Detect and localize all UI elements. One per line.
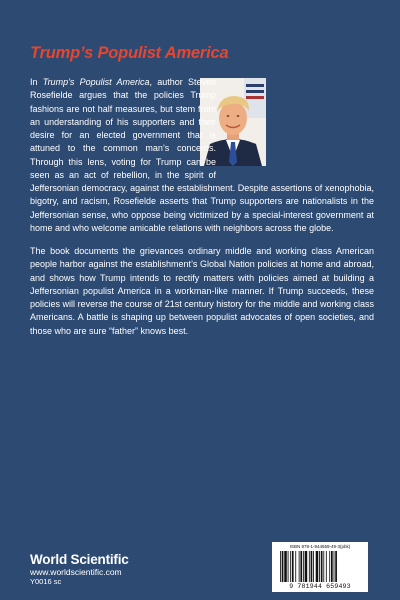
barcode-bar	[290, 551, 291, 582]
barcode-bar	[316, 551, 319, 582]
barcode-bar	[282, 551, 284, 582]
blurb-paragraph-2: The book documents the grievances ordinary middle and working class American people harbor against the establishment’s Global Nation policies at home and abroad, and shows how Trump intends to rectify matters with policies aimed at building a Jeffersonian populist America in a workman-like manner. If Trump succeeds, these policies will reverse the course of 21st century history for the middle and working class Americans. A battle is shaping up between populist advocates of open societies, and those who are sure “father” knows best.	[30, 246, 374, 336]
barcode-bar	[321, 551, 323, 582]
blurb-paragraph-1	[30, 76, 374, 235]
barcode-bar	[334, 551, 335, 582]
blurb-lead: In	[30, 77, 43, 87]
barcode-bar	[319, 551, 320, 582]
barcode-bar	[299, 551, 300, 582]
isbn-label: ISBN 978-1-944659-49-3(pbk)	[289, 544, 351, 549]
blurb	[30, 76, 374, 338]
barcode-bar	[329, 551, 330, 582]
barcode-bar	[335, 551, 337, 582]
blurb-book-title: Trump’s Populist America	[42, 77, 150, 87]
barcode-bar	[323, 551, 324, 582]
barcode-bar	[295, 551, 296, 582]
barcode-bar	[326, 551, 327, 582]
barcode-bar	[292, 551, 294, 582]
barcode-bar	[309, 551, 310, 582]
publisher-name: World Scientific	[30, 552, 129, 567]
barcode-bar	[313, 551, 314, 582]
publisher-block	[30, 552, 129, 587]
barcode-bar	[311, 551, 313, 582]
product-code: Y0016 sc	[30, 577, 62, 586]
book-title: Trump’s Populist America	[30, 44, 229, 62]
barcode-bar	[300, 551, 302, 582]
barcode	[272, 542, 368, 592]
publisher-url[interactable]: www.worldscientific.com	[30, 567, 122, 577]
barcode-bar	[331, 551, 333, 582]
barcode-bar	[280, 551, 281, 582]
barcode-bar	[303, 551, 304, 582]
barcode-bar	[284, 551, 287, 582]
barcode-bar	[288, 551, 289, 582]
blurb-text-1: , author Steven Rosefielde argues that the policies Trump fashions are not half measures, but stem from an understanding of his supporters and their desire for an elected government that is attuned to the common man’s concerns. Through this lens, voting for Trump can be seen as an act of rebellion, in the spirit of Jeffersonian democracy, against the establishment. Despite assertions of xenophobia, bigotry, and racism, Rosefielde asserts that Trump supporters are nationalists in the Jeffersonian sense, who oppose being victimized by a special-interest government at home and who welcome amicable relations with neighbors across the globe.	[30, 77, 374, 233]
barcode-bar	[305, 551, 308, 582]
barcode-digits: 9 781944 659493	[289, 583, 351, 590]
